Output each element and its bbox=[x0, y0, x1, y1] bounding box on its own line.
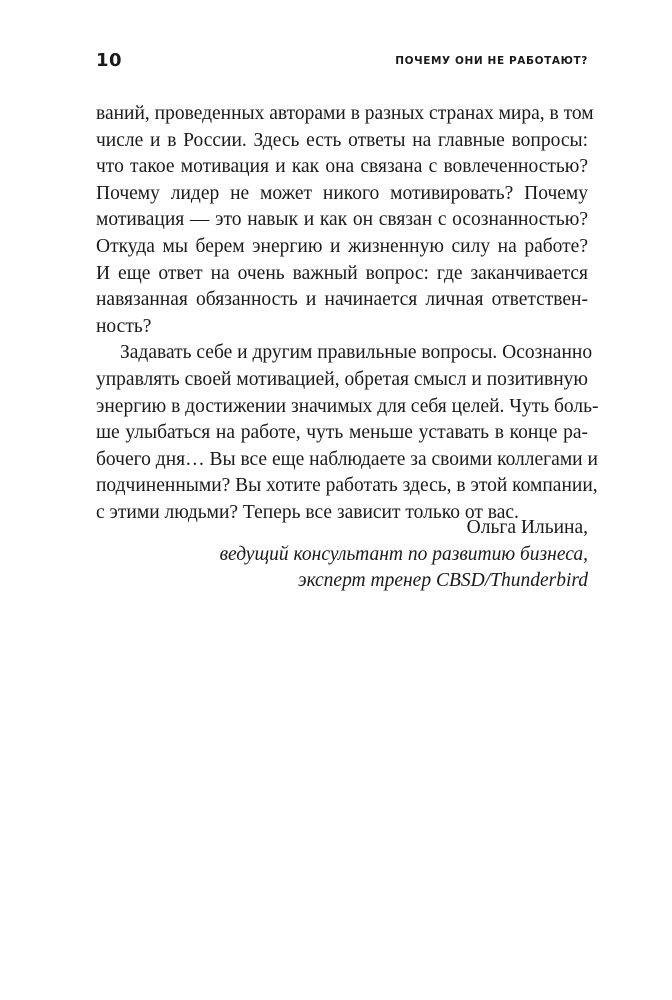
text-line: что такое мотивация и как она связана с вовлеченностью? bbox=[96, 156, 588, 178]
text-line: подчиненными? Вы хотите работать здесь, в этой компании, bbox=[96, 475, 598, 497]
text-line: бочего дня… Вы все еще наблюдаете за своими коллегами и bbox=[96, 448, 598, 470]
text-line: числе и в России. Здесь есть ответы на главные вопросы: bbox=[96, 129, 588, 151]
author-name: Ольга Ильина, bbox=[466, 517, 588, 538]
signature-block bbox=[220, 515, 588, 595]
text-line: с этими людьми? Теперь все зависит только от вас. bbox=[96, 501, 519, 523]
page-number: 10 bbox=[96, 50, 123, 71]
text-line: Откуда мы берем энергию и жизненную силу на работе? bbox=[96, 235, 588, 257]
text-line: Почему лидер не может никого мотивировать? Почему bbox=[96, 182, 588, 204]
text-line: ше улыбаться на работе, чуть меньше уставать в конце ра- bbox=[96, 422, 588, 444]
author-role: ведущий консультант по развитию бизнеса, bbox=[219, 543, 588, 565]
text-line: ваний, проведенных авторами в разных странах мира, в том bbox=[96, 103, 594, 124]
chapter-title: ПОЧЕМУ ОНИ НЕ РАБОТАЮТ? bbox=[395, 55, 588, 67]
author-role: эксперт тренер CBSD/Thunderbird bbox=[298, 570, 588, 592]
text-line: Задавать себе и другим правильные вопросы. Осознанно bbox=[120, 342, 593, 364]
text-line: И еще ответ на очень важный вопрос: где заканчивается bbox=[96, 262, 588, 284]
text-line: мотивация — это навык и как он связан с осознанностью? bbox=[96, 209, 588, 231]
text-line: энергию в достижении значимых для себя целей. Чуть боль- bbox=[96, 395, 599, 417]
paragraph-2 bbox=[96, 340, 599, 526]
text-line: управлять своей мотивацией, обретая смысл и позитивную bbox=[96, 368, 588, 390]
text-line: навязанная обязанность и начинается личная ответствен- bbox=[96, 289, 588, 311]
body-text bbox=[96, 101, 599, 527]
running-head bbox=[96, 50, 588, 72]
text-line: ность? bbox=[96, 315, 152, 337]
paragraph-1 bbox=[96, 101, 594, 340]
